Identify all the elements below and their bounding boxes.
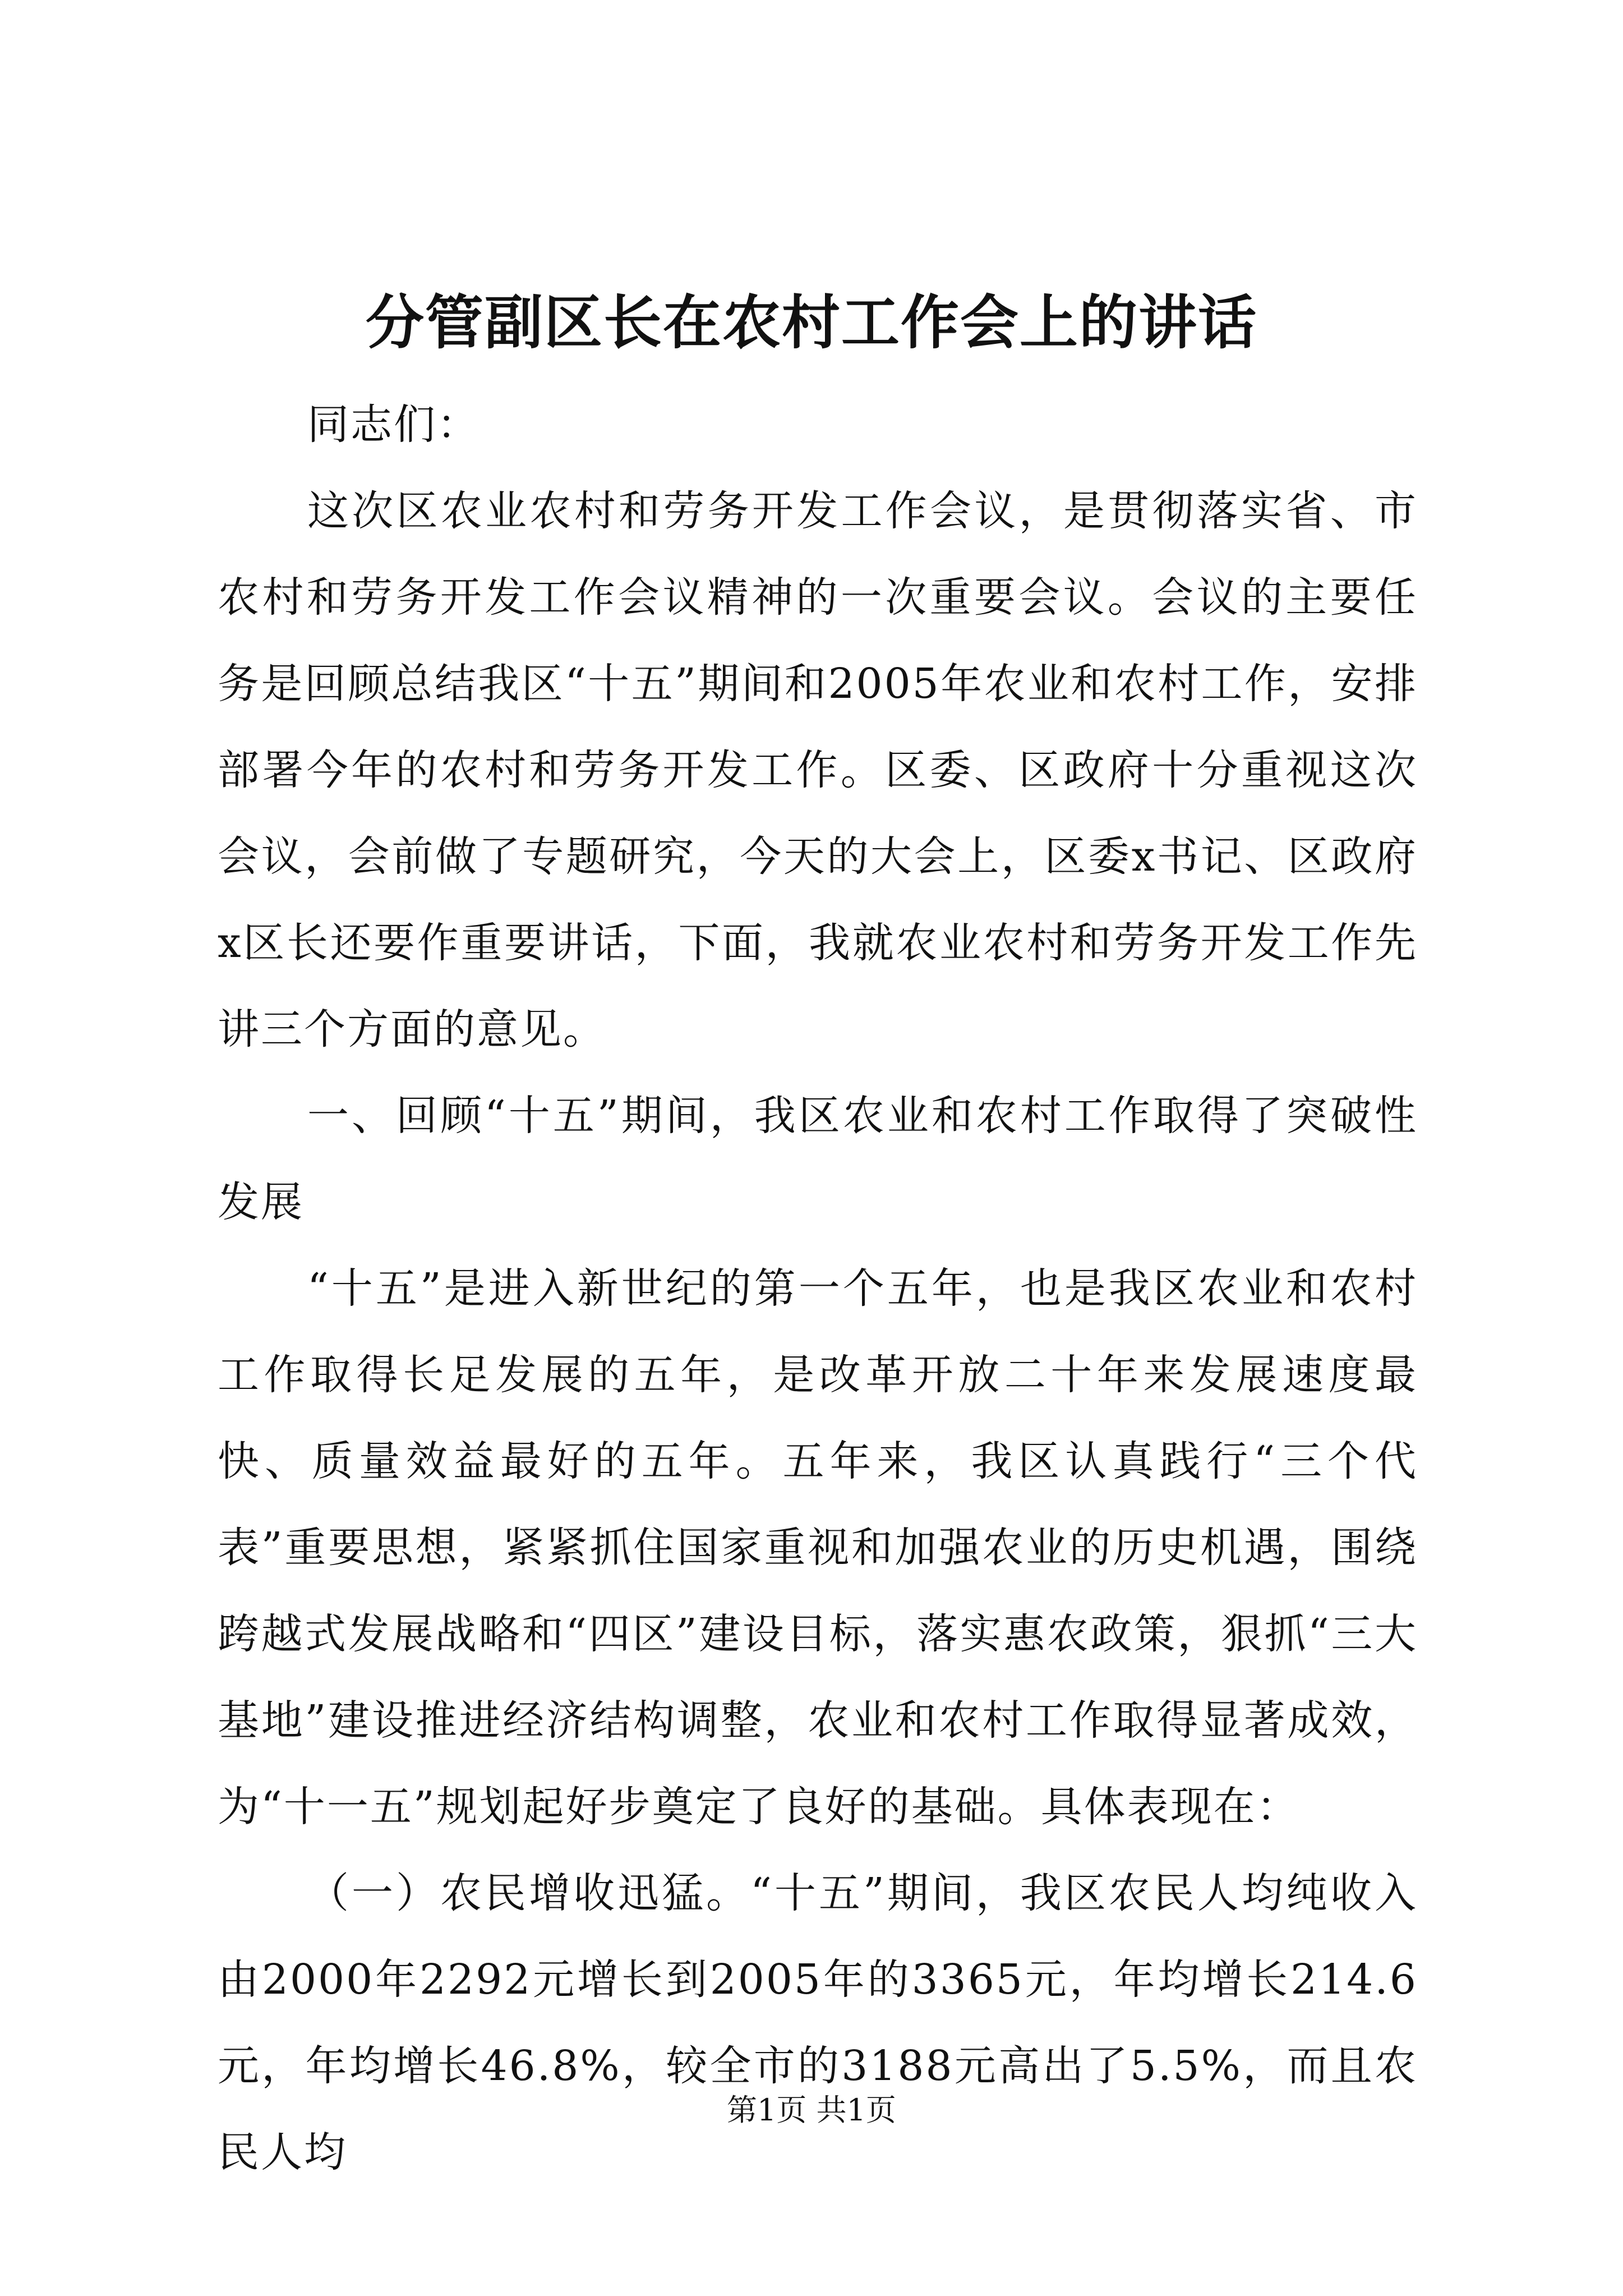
salutation-paragraph: 同志们：	[307, 401, 480, 449]
body-paragraph: “十五”是进入新世纪的第一个五年，也是我区农业和农村工作取得长足发展的五年，是改革开放二十年来发展速度最快、质量效益最好的五年。五年来，我区认真践行“三个代表”重要思想，紧紧抓住国家重视和加强农业的历史机遇，围绕跨越式发展战略和“四区”建设目标，落实惠农政策，狠抓“三大基地”建设推进经济结构调整，农业和农村工作取得显著成效，为“十一五”规划起好步奠定了良好的基础。具体表现在：	[218, 1264, 1418, 1831]
body-paragraph: （一）农民增收迅猛。“十五”期间，我区农民人均纯收入由2000年2292元增长到2005年的3365元，年均增长214.6元，年均增长46.8%，较全市的3188元高出了5.5%，而且农民人均	[218, 1869, 1418, 2177]
intro-paragraph: 这次区农业农村和劳务开发工作会议，是贯彻落实省、市农村和劳务开发工作会议精神的一次重要会议。会议的主要任务是回顾总结我区“十五”期间和2005年农业和农村工作，安排部署今年的农村和劳务开发工作。区委、区政府十分重视这次会议，会前做了专题研究，今天的大会上，区委x书记、区政府x区长还要作重要讲话，下面，我就农业农村和劳务开发工作先讲三个方面的意见。	[218, 487, 1418, 1053]
document-body	[218, 381, 1418, 2196]
page-footer: 第1页 共1页	[727, 2092, 896, 2128]
section-heading: 一、回顾“十五”期间，我区农业和农村工作取得了突破性发展	[218, 1092, 1418, 1226]
document-title: 分管副区长在农村工作会上的讲话	[365, 288, 1257, 357]
